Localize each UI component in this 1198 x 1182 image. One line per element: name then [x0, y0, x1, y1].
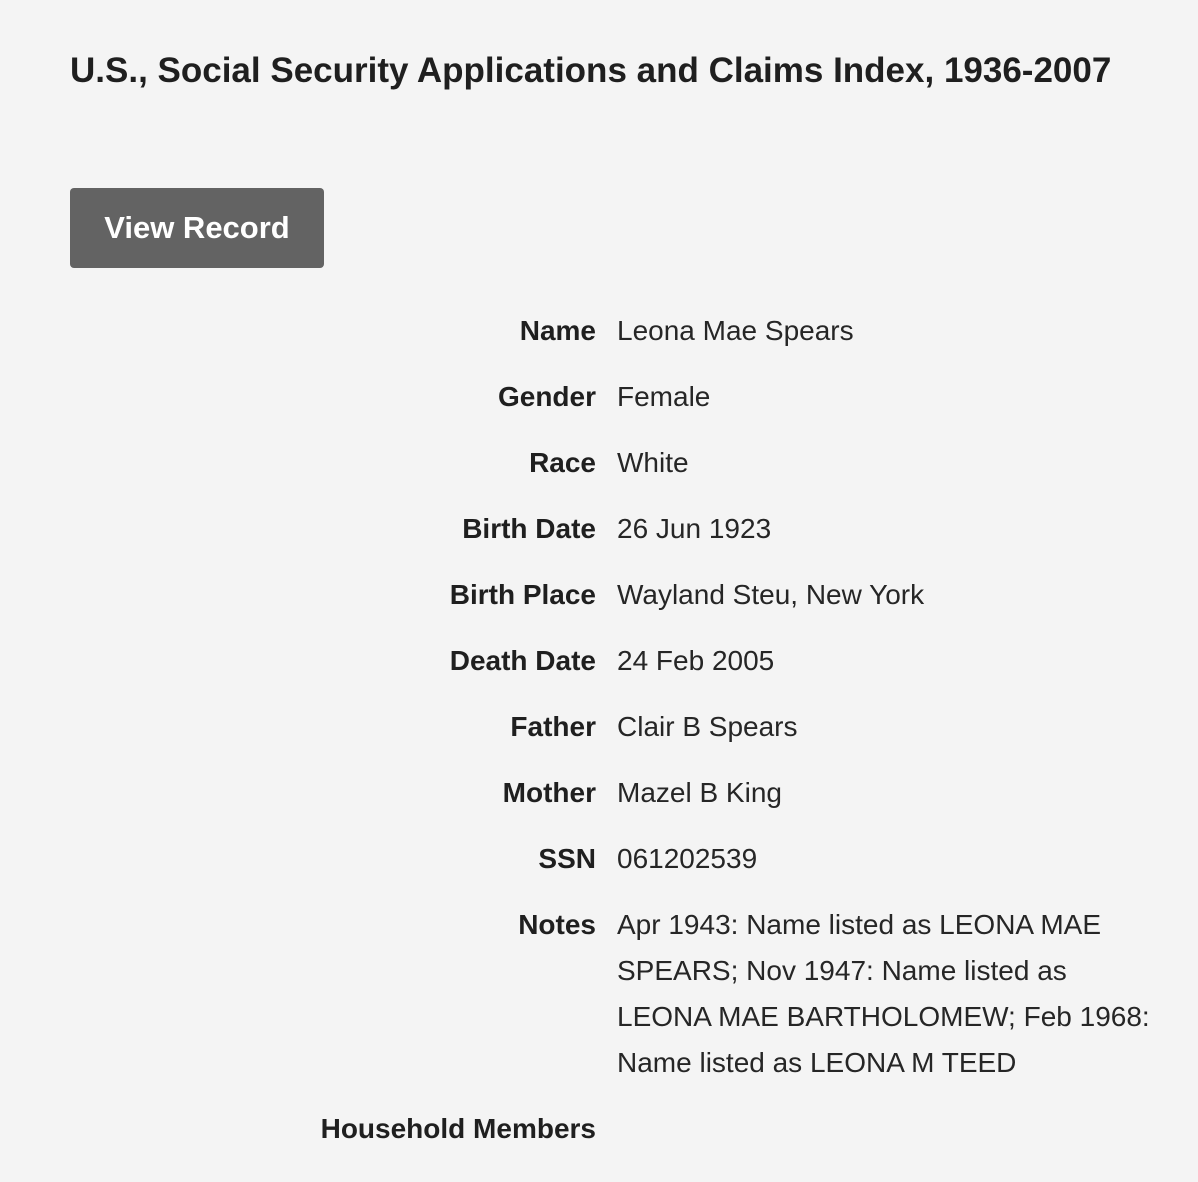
field-label: Gender [497, 381, 596, 412]
field-value: 26 Jun 1923 [617, 513, 772, 544]
field-label: Birth Place [449, 579, 596, 610]
field-label: Birth Date [462, 513, 596, 544]
field-value: Female [617, 381, 711, 412]
field-label: Father [510, 711, 596, 742]
field-value: White [617, 447, 689, 478]
page-title: U.S., Social Security Applications and Claims Index, 1936-2007 [70, 51, 1112, 90]
field-label: Mother [502, 777, 596, 808]
field-value: Clair B Spears [617, 711, 798, 742]
field-label: Race [529, 447, 596, 478]
field-ssn [0, 836, 1198, 882]
field-value: Leona Mae Spears [617, 315, 854, 346]
field-name [0, 308, 1198, 354]
field-notes [0, 902, 1198, 1086]
field-value: Mazel B King [617, 777, 782, 808]
field-label: Name [519, 315, 596, 346]
field-value: 24 Feb 2005 [617, 645, 775, 676]
field-value: 061202539 [617, 843, 758, 874]
field-father [0, 704, 1198, 750]
field-birth-place [0, 572, 1198, 618]
field-death-date [0, 638, 1198, 684]
field-value: Wayland Steu, New York [617, 579, 925, 610]
field-label: Notes [518, 909, 596, 940]
record-details [0, 308, 1198, 1172]
field-label: Death Date [449, 645, 596, 676]
field-label: SSN [538, 843, 596, 874]
field-label: Household Members [320, 1113, 596, 1144]
field-race [0, 440, 1198, 486]
field-birth-date [0, 506, 1198, 552]
field-mother [0, 770, 1198, 816]
field-value: Apr 1943: Name listed as LEONA MAE SPEARS; Nov 1947: Name listed as LEONA MAE BARTHOLOMEW; Feb 1968: Name listed as LEONA M TEED [617, 909, 1150, 1078]
view-record-button[interactable]: View Record [70, 188, 324, 268]
field-gender [0, 374, 1198, 420]
field-household-members [0, 1106, 1198, 1152]
